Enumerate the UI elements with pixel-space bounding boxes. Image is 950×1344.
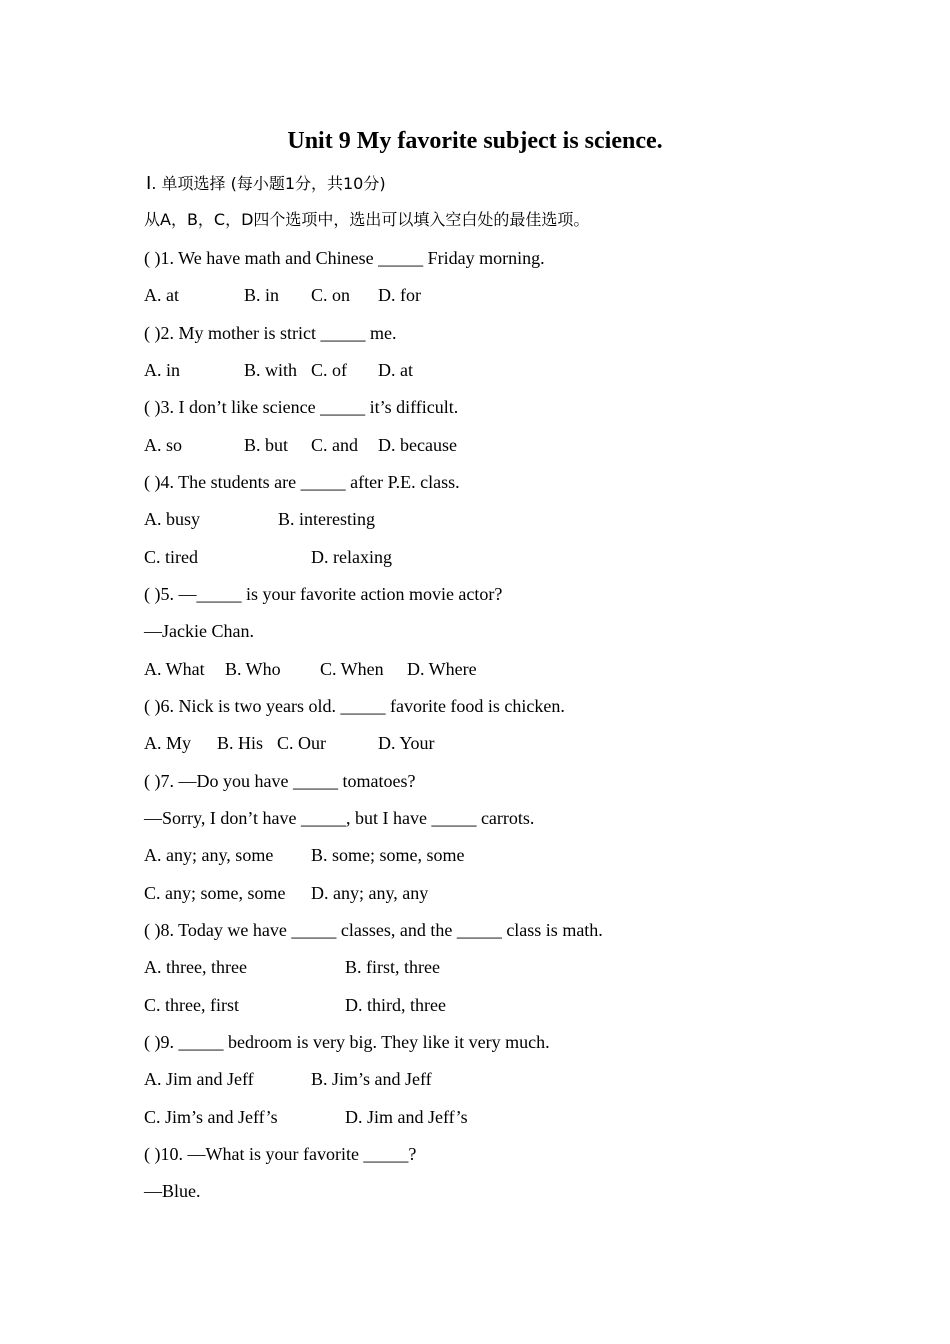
- option-c: C. and: [311, 435, 358, 455]
- option-a: A. busy: [144, 509, 201, 529]
- option-b: B. His: [217, 733, 264, 753]
- question-stem-6: ( )6. Nick is two years old. _____ favorite food is chicken.: [144, 696, 565, 716]
- option-d: D. any; any, any: [311, 883, 429, 903]
- question-stem-4: ( )4. The students are _____ after P.E. class.: [144, 472, 460, 492]
- option-d: D. at: [378, 360, 413, 380]
- option-a: A. Jim and Jeff: [144, 1069, 254, 1089]
- option-c: C. three, first: [144, 995, 239, 1015]
- option-b: B. Jim’s and Jeff: [311, 1069, 432, 1089]
- option-c: C. any; some, some: [144, 883, 286, 903]
- section-roman-numeral: Ⅰ: [146, 173, 152, 193]
- question-answer-5: —Jackie Chan.: [144, 621, 254, 641]
- option-b: B. in: [244, 285, 280, 305]
- option-b: B. interesting: [278, 509, 375, 529]
- question-answer-7: —Sorry, I don’t have _____, but I have _____ carrots.: [144, 808, 535, 828]
- option-d: D. Your: [378, 733, 435, 753]
- option-d: D. third, three: [345, 995, 446, 1015]
- option-c: C. Jim’s and Jeff’s: [144, 1107, 278, 1127]
- option-b: B. but: [244, 435, 289, 455]
- option-a: A. at: [144, 285, 179, 305]
- option-c: C. tired: [144, 547, 198, 567]
- option-b: B. with: [244, 360, 298, 380]
- question-stem-2: ( )2. My mother is strict _____ me.: [144, 323, 397, 343]
- option-d: D. Where: [407, 659, 477, 679]
- question-stem-10: ( )10. —What is your favorite _____?: [144, 1144, 417, 1164]
- option-c: C. on: [311, 285, 351, 305]
- option-a: A. My: [144, 733, 192, 753]
- option-d: D. because: [378, 435, 457, 455]
- question-stem-8: ( )8. Today we have _____ classes, and the _____ class is math.: [144, 920, 603, 940]
- question-stem-5: ( )5. —_____ is your favorite action movie actor?: [144, 584, 503, 604]
- question-stem-1: ( )1. We have math and Chinese _____ Friday morning.: [144, 248, 545, 268]
- option-b: B. some; some, some: [311, 845, 465, 865]
- section-instruction: 从A，B，C，D四个选项中，选出可以填入空白处的最佳选项。: [144, 210, 590, 229]
- option-d: D. relaxing: [311, 547, 392, 567]
- option-a: A. What: [144, 659, 205, 679]
- section-heading-text: . 单项选择 (每小题1分，共10分): [151, 174, 386, 193]
- question-answer-10: —Blue.: [144, 1181, 201, 1201]
- question-stem-9: ( )9. _____ bedroom is very big. They like it very much.: [144, 1032, 550, 1052]
- section-heading: [146, 170, 386, 196]
- question-stem-7: ( )7. —Do you have _____ tomatoes?: [144, 771, 416, 791]
- option-c: C. of: [311, 360, 347, 380]
- option-a: A. so: [144, 435, 183, 455]
- option-d: D. for: [378, 285, 421, 305]
- option-b: B. first, three: [345, 957, 440, 977]
- page-title: Unit 9 My favorite subject is science.: [287, 128, 663, 154]
- option-a: A. in: [144, 360, 180, 380]
- option-c: C. When: [320, 659, 384, 679]
- option-c: C. Our: [277, 733, 326, 753]
- option-d: D. Jim and Jeff’s: [345, 1107, 468, 1127]
- option-b: B. Who: [225, 659, 281, 679]
- option-a: A. any; any, some: [144, 845, 274, 865]
- option-a: A. three, three: [144, 957, 247, 977]
- question-stem-3: ( )3. I don’t like science _____ it’s difficult.: [144, 397, 459, 417]
